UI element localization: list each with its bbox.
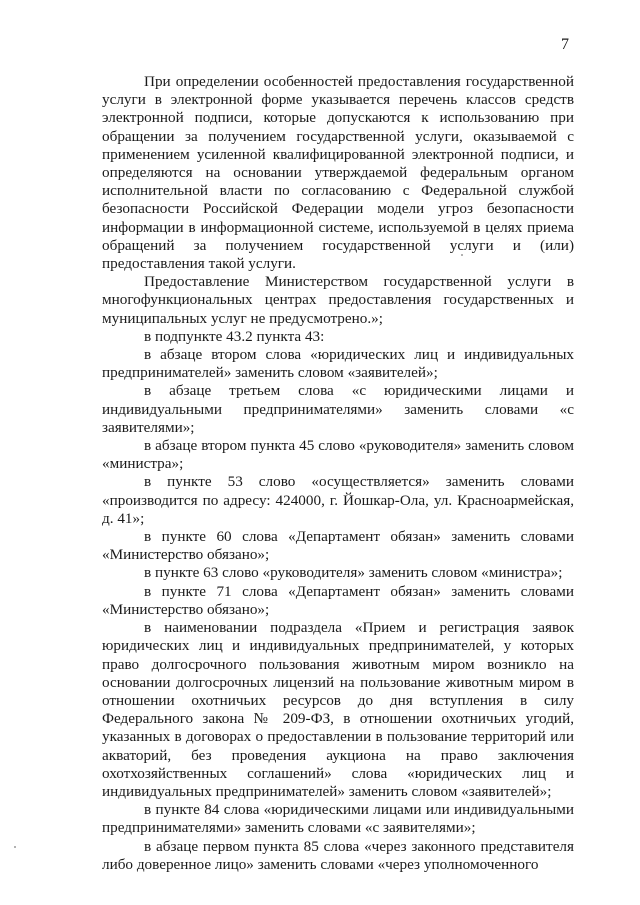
paragraph-point-85: в абзаце первом пункта 85 слова «через законного представителя либо доверенное лицо» заменить словами «через уполномоченного	[102, 837, 574, 873]
page-number: 7	[561, 36, 569, 53]
paragraph-point-84: в пункте 84 слова «юридическими лицами или индивидуальными предпринимателями» заменить словами «с заявителями»;	[102, 801, 574, 837]
scan-speck	[461, 254, 463, 256]
paragraph-abzac-second: в абзаце втором слова «юридических лиц и индивидуальных предпринимателей» заменить словом «заявителей»;	[102, 346, 574, 382]
paragraph-subpoint-43-2: в подпункте 43.2 пункта 43:	[144, 327, 325, 345]
paragraph-point-60: в пункте 60 слова «Департамент обязан» заменить словами «Министерство обязано»;	[102, 528, 574, 564]
document-body	[102, 73, 574, 874]
paragraph-mfc-provision: Предоставление Министерством государственной услуги в многофункциональных центрах предоставления государственных и муниципальных услуг не предусмотрено.»;	[102, 273, 574, 327]
paragraph-point-63: в пункте 63 слово «руководителя» заменить словом «министра»;	[144, 564, 563, 582]
scan-speck	[14, 846, 16, 848]
paragraph-point-53: в пункте 53 слово «осуществляется» заменить словами «производится по адресу: 424000, г. Йошкар-Ола, ул. Красноармейская, д. 41»;	[102, 473, 574, 527]
paragraph-point-45: в абзаце втором пункта 45 слово «руководителя» заменить словом «министра»;	[102, 437, 574, 473]
paragraph-abzac-third: в абзаце третьем слова «с юридическими лицами и индивидуальными предпринимателями» заменить словами «с заявителями»;	[102, 382, 574, 436]
paragraph-electronic-signature: При определении особенностей предоставления государственной услуги в электронной форме указывается перечень классов средств электронной подписи, которые допускаются к использованию при обращении за получением государственной услуги, оказываемой с применением усиленной квалифицированной электронной подписи, и определяются на основании утверждаемой федеральным органом исполнительной власти по согласованию с Федеральной службой безопасности Российской Федерации модели угроз безопасности информации в информационной системе, используемой в целях приема обращений за получением государственной услуги и (или) предоставления такой услуги.	[102, 73, 574, 273]
paragraph-point-71: в пункте 71 слова «Департамент обязан» заменить словами «Министерство обязано»;	[102, 582, 574, 618]
paragraph-subsection-title: в наименовании подраздела «Прием и регистрация заявок юридических лиц и индивидуальных предпринимателей, у которых право долгосрочного пользования животным миром возникло на основании долгосрочных лицензий на пользование животным миром в отношении охотничьих ресурсов до дня вступления в силу Федерального закона № 209-ФЗ, в отношении охотничьих угодий, указанных в договорах о предоставлении в пользование территорий или акваторий, без проведения аукциона на право заключения охотхозяйственных соглашений» слова «юридических лиц и индивидуальных предпринимателей» заменить словом «заявителей»;	[102, 619, 574, 800]
